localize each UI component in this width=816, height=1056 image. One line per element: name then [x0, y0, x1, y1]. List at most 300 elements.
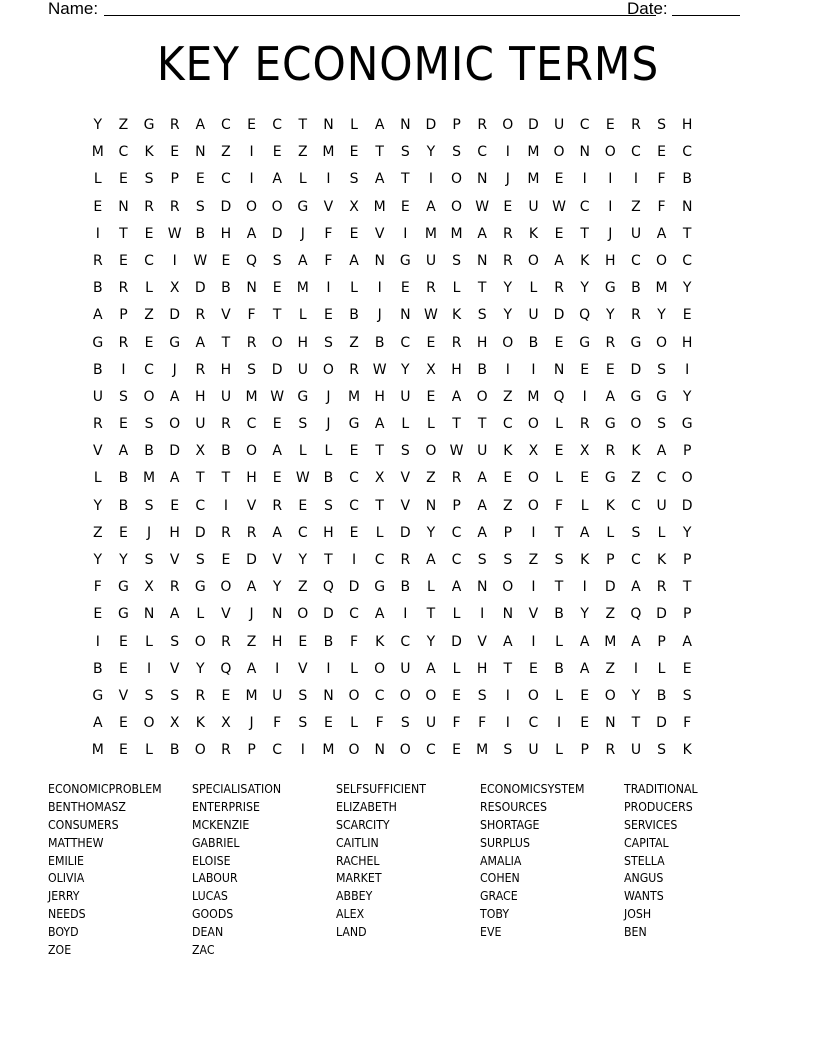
grid-letter[interactable]: X — [579, 443, 590, 460]
grid-letter[interactable]: U — [630, 742, 642, 759]
grid-letter[interactable]: E — [272, 470, 282, 487]
grid-letter[interactable]: I — [146, 660, 152, 677]
grid-letter[interactable]: G — [579, 334, 591, 351]
grid-letter[interactable]: S — [118, 388, 128, 405]
grid-letter[interactable]: D — [681, 497, 693, 514]
grid-letter[interactable]: E — [682, 307, 692, 324]
grid-letter[interactable]: S — [170, 687, 180, 704]
grid-letter[interactable]: W — [372, 361, 387, 378]
grid-letter[interactable]: A — [426, 552, 436, 568]
grid-letter[interactable]: F — [247, 307, 256, 324]
grid-letter[interactable]: D — [246, 552, 257, 568]
grid-letter[interactable]: E — [144, 334, 154, 351]
grid-letter[interactable]: C — [374, 552, 385, 568]
grid-letter[interactable]: B — [195, 225, 206, 242]
grid-letter[interactable]: A — [272, 524, 282, 541]
grid-letter[interactable]: C — [195, 497, 206, 514]
grid-letter[interactable]: D — [271, 361, 283, 378]
grid-letter[interactable]: I — [505, 361, 510, 378]
grid-letter[interactable]: P — [452, 117, 461, 133]
grid-letter[interactable]: O — [502, 334, 514, 351]
grid-letter[interactable]: C — [246, 416, 257, 433]
grid-letter[interactable]: T — [221, 470, 231, 487]
grid-letter[interactable]: E — [119, 633, 128, 650]
grid-letter[interactable]: O — [425, 687, 437, 704]
grid-letter[interactable]: R — [195, 687, 206, 704]
grid-letter[interactable]: A — [426, 198, 436, 215]
grid-letter[interactable]: E — [272, 144, 282, 161]
grid-letter[interactable]: O — [425, 443, 437, 460]
grid-letter[interactable]: K — [605, 497, 615, 514]
grid-letter[interactable]: S — [657, 117, 666, 133]
grid-letter[interactable]: S — [195, 552, 205, 568]
grid-letter[interactable]: O — [374, 660, 386, 677]
grid-letter[interactable]: C — [221, 171, 231, 188]
grid-letter[interactable]: L — [529, 280, 538, 297]
grid-letter[interactable]: I — [556, 715, 562, 732]
grid-letter[interactable]: I — [505, 687, 510, 704]
grid-letter[interactable]: O — [297, 606, 309, 623]
grid-letter[interactable]: F — [93, 579, 102, 596]
grid-letter[interactable]: E — [298, 497, 308, 514]
grid-letter[interactable]: I — [403, 606, 408, 623]
grid-letter[interactable]: M — [527, 388, 540, 405]
grid-letter[interactable]: Z — [144, 307, 154, 324]
grid-letter[interactable]: V — [400, 470, 411, 487]
grid-letter[interactable]: Y — [196, 660, 205, 677]
grid-letter[interactable]: M — [527, 144, 540, 161]
grid-letter[interactable]: S — [400, 144, 410, 161]
grid-letter[interactable]: A — [374, 416, 385, 433]
grid-letter[interactable]: I — [480, 606, 485, 623]
grid-letter[interactable]: S — [144, 687, 154, 704]
grid-letter[interactable]: E — [272, 416, 282, 433]
grid-letter[interactable]: A — [298, 252, 308, 269]
grid-letter[interactable]: F — [452, 715, 461, 732]
grid-letter[interactable]: U — [425, 252, 437, 269]
grid-letter[interactable]: C — [631, 552, 641, 568]
grid-letter[interactable]: E — [580, 715, 590, 732]
grid-letter[interactable]: L — [555, 633, 563, 650]
grid-letter[interactable]: Y — [682, 524, 692, 541]
grid-letter[interactable]: O — [604, 687, 616, 704]
grid-letter[interactable]: R — [605, 742, 616, 759]
grid-letter[interactable]: E — [349, 443, 359, 460]
grid-letter[interactable]: E — [195, 171, 205, 188]
grid-letter[interactable]: A — [374, 171, 385, 188]
grid-letter[interactable]: E — [580, 687, 590, 704]
grid-letter[interactable]: L — [298, 307, 307, 324]
grid-letter[interactable]: O — [502, 117, 514, 133]
grid-letter[interactable]: G — [630, 388, 642, 405]
grid-letter[interactable]: F — [555, 497, 564, 514]
grid-letter[interactable]: Q — [246, 252, 258, 269]
grid-letter[interactable]: J — [146, 524, 152, 541]
grid-letter[interactable]: O — [322, 361, 334, 378]
grid-letter[interactable]: A — [195, 117, 206, 133]
grid-letter[interactable]: O — [502, 579, 514, 596]
grid-letter[interactable]: Z — [221, 144, 231, 161]
grid-letter[interactable]: E — [221, 252, 231, 269]
grid-letter[interactable]: A — [374, 117, 385, 133]
grid-letter[interactable]: L — [452, 660, 461, 677]
grid-letter[interactable]: S — [272, 252, 282, 269]
grid-letter[interactable]: T — [503, 660, 513, 677]
grid-letter[interactable]: W — [270, 388, 285, 405]
grid-letter[interactable]: Y — [93, 552, 103, 568]
grid-letter[interactable]: M — [245, 388, 258, 405]
grid-letter[interactable]: C — [349, 497, 359, 514]
grid-letter[interactable]: T — [554, 579, 564, 596]
grid-letter[interactable]: S — [323, 497, 333, 514]
grid-letter[interactable]: L — [580, 497, 589, 514]
grid-letter[interactable]: I — [326, 660, 331, 677]
grid-letter[interactable]: L — [350, 715, 358, 732]
grid-letter[interactable]: O — [348, 742, 360, 759]
grid-letter[interactable]: T — [682, 225, 692, 242]
grid-letter[interactable]: W — [475, 198, 490, 215]
grid-letter[interactable]: O — [246, 443, 258, 460]
grid-letter[interactable]: W — [167, 225, 182, 242]
grid-letter[interactable]: J — [326, 388, 331, 405]
grid-letter[interactable]: N — [195, 144, 206, 161]
grid-letter[interactable]: O — [220, 579, 232, 596]
grid-letter[interactable]: A — [374, 606, 385, 623]
grid-letter[interactable]: L — [145, 280, 153, 297]
grid-letter[interactable]: O — [527, 470, 539, 487]
grid-letter[interactable]: I — [633, 660, 638, 677]
grid-letter[interactable]: M — [322, 144, 335, 161]
grid-letter[interactable]: E — [554, 334, 564, 351]
grid-letter[interactable]: L — [555, 470, 563, 487]
grid-letter[interactable]: P — [452, 497, 461, 514]
grid-letter[interactable]: V — [118, 687, 129, 704]
grid-letter[interactable]: I — [531, 361, 536, 378]
grid-letter[interactable]: T — [580, 225, 589, 242]
grid-letter[interactable]: G — [604, 280, 616, 297]
grid-letter[interactable]: R — [221, 633, 231, 650]
grid-letter[interactable]: E — [93, 198, 103, 215]
grid-letter[interactable]: M — [527, 171, 540, 188]
grid-letter[interactable]: W — [552, 198, 566, 215]
grid-letter[interactable]: B — [682, 171, 692, 188]
grid-letter[interactable]: C — [221, 117, 231, 133]
grid-letter[interactable]: I — [172, 252, 177, 269]
grid-letter[interactable]: O — [143, 715, 155, 732]
grid-letter[interactable]: O — [630, 416, 642, 433]
grid-letter[interactable]: O — [527, 497, 539, 514]
grid-letter[interactable]: G — [604, 416, 616, 433]
grid-letter[interactable]: I — [531, 633, 536, 650]
grid-letter[interactable]: L — [427, 579, 435, 596]
grid-letter[interactable]: A — [451, 579, 462, 596]
grid-letter[interactable]: L — [350, 280, 358, 297]
grid-letter[interactable]: E — [93, 606, 103, 623]
grid-letter[interactable]: S — [657, 742, 666, 759]
grid-letter[interactable]: H — [271, 633, 283, 650]
grid-letter[interactable]: B — [477, 361, 487, 378]
grid-letter[interactable]: L — [350, 660, 358, 677]
grid-letter[interactable]: T — [426, 606, 436, 623]
grid-letter[interactable]: B — [349, 307, 359, 324]
grid-letter[interactable]: Z — [605, 660, 616, 677]
grid-letter[interactable]: U — [220, 388, 232, 405]
grid-letter[interactable]: Y — [606, 307, 615, 324]
grid-letter[interactable]: C — [502, 416, 513, 433]
grid-letter[interactable]: V — [246, 497, 257, 514]
grid-letter[interactable]: N — [553, 361, 565, 378]
grid-letter[interactable]: W — [193, 252, 208, 269]
grid-letter[interactable]: B — [93, 660, 103, 677]
grid-letter[interactable]: E — [452, 742, 461, 759]
grid-letter[interactable]: D — [656, 715, 667, 732]
grid-letter[interactable]: D — [348, 579, 360, 596]
grid-letter[interactable]: A — [579, 524, 590, 541]
grid-letter[interactable]: Z — [503, 388, 513, 405]
grid-letter[interactable]: O — [169, 416, 181, 433]
grid-letter[interactable]: H — [195, 388, 206, 405]
grid-letter[interactable]: Q — [322, 579, 334, 596]
grid-letter[interactable]: V — [93, 443, 103, 460]
grid-letter[interactable]: C — [682, 144, 693, 161]
grid-letter[interactable]: S — [144, 416, 154, 433]
grid-letter[interactable]: T — [196, 470, 205, 487]
grid-letter[interactable]: L — [350, 117, 358, 133]
grid-letter[interactable]: R — [195, 307, 206, 324]
grid-letter[interactable]: D — [194, 280, 206, 297]
grid-letter[interactable]: Y — [401, 361, 410, 378]
grid-letter[interactable]: A — [656, 443, 667, 460]
grid-letter[interactable]: U — [528, 742, 539, 759]
grid-letter[interactable]: S — [400, 443, 410, 460]
grid-letter[interactable]: J — [377, 307, 382, 324]
grid-letter[interactable]: Z — [605, 606, 616, 623]
grid-letter[interactable]: Q — [630, 606, 642, 623]
grid-letter[interactable]: L — [93, 470, 102, 487]
grid-letter[interactable]: X — [374, 470, 385, 487]
grid-letter[interactable]: X — [169, 280, 180, 297]
grid-letter[interactable]: H — [297, 334, 309, 351]
grid-letter[interactable]: A — [503, 633, 513, 650]
grid-letter[interactable]: K — [375, 633, 385, 650]
grid-letter[interactable]: Z — [426, 470, 436, 487]
grid-letter[interactable]: B — [221, 443, 231, 460]
grid-letter[interactable]: C — [297, 524, 308, 541]
grid-letter[interactable]: T — [631, 715, 641, 732]
grid-letter[interactable]: R — [502, 225, 513, 242]
grid-letter[interactable]: I — [685, 361, 690, 378]
grid-letter[interactable]: D — [271, 225, 283, 242]
grid-letter[interactable]: Y — [298, 552, 308, 568]
grid-letter[interactable]: G — [604, 470, 616, 487]
grid-letter[interactable]: B — [118, 470, 129, 487]
grid-letter[interactable]: L — [298, 171, 307, 188]
grid-letter[interactable]: V — [298, 660, 308, 677]
grid-letter[interactable]: J — [326, 416, 331, 433]
grid-letter[interactable]: S — [170, 633, 180, 650]
grid-letter[interactable]: R — [92, 416, 103, 433]
grid-letter[interactable]: W — [424, 307, 438, 324]
grid-letter[interactable]: U — [297, 361, 308, 378]
grid-letter[interactable]: C — [451, 552, 462, 568]
grid-letter[interactable]: C — [272, 117, 283, 133]
grid-letter[interactable]: A — [272, 171, 282, 188]
grid-letter[interactable]: W — [295, 470, 310, 487]
grid-letter[interactable]: K — [631, 443, 641, 460]
grid-letter[interactable]: C — [631, 252, 641, 269]
grid-letter[interactable]: D — [194, 524, 206, 541]
grid-letter[interactable]: E — [554, 443, 564, 460]
grid-letter[interactable]: O — [399, 742, 411, 759]
grid-letter[interactable]: R — [451, 334, 462, 351]
grid-letter[interactable]: C — [272, 742, 283, 759]
grid-letter[interactable]: R — [144, 198, 154, 215]
grid-letter[interactable]: A — [554, 252, 564, 269]
grid-letter[interactable]: L — [657, 660, 666, 677]
grid-letter[interactable]: V — [323, 198, 334, 215]
grid-letter[interactable]: G — [169, 334, 181, 351]
grid-letter[interactable]: G — [656, 388, 667, 405]
grid-letter[interactable]: S — [400, 715, 410, 732]
grid-letter[interactable]: A — [477, 225, 487, 242]
grid-letter[interactable]: P — [657, 633, 666, 650]
grid-letter[interactable]: V — [169, 552, 180, 568]
grid-letter[interactable]: X — [195, 443, 206, 460]
grid-letter[interactable]: N — [476, 171, 488, 188]
grid-letter[interactable]: B — [93, 280, 103, 297]
grid-letter[interactable]: U — [195, 416, 206, 433]
grid-letter[interactable]: A — [93, 715, 103, 732]
grid-letter[interactable]: L — [145, 633, 153, 650]
grid-letter[interactable]: R — [656, 579, 667, 596]
grid-letter[interactable]: Y — [119, 552, 128, 568]
grid-letter[interactable]: M — [143, 470, 156, 487]
grid-letter[interactable]: B — [93, 361, 103, 378]
grid-letter[interactable]: Y — [426, 144, 436, 161]
grid-letter[interactable]: P — [503, 524, 513, 541]
grid-letter[interactable]: A — [682, 633, 692, 650]
grid-letter[interactable]: Y — [426, 633, 436, 650]
grid-letter[interactable]: O — [451, 171, 463, 188]
grid-letter[interactable]: K — [144, 144, 154, 161]
grid-letter[interactable]: A — [631, 579, 641, 596]
grid-letter[interactable]: E — [349, 144, 359, 161]
grid-letter[interactable]: H — [246, 470, 257, 487]
grid-letter[interactable]: R — [477, 117, 488, 133]
grid-letter[interactable]: P — [682, 606, 692, 623]
grid-letter[interactable]: I — [121, 361, 126, 378]
grid-letter[interactable]: E — [580, 470, 590, 487]
grid-letter[interactable]: H — [374, 388, 385, 405]
grid-letter[interactable]: P — [119, 307, 128, 324]
grid-letter[interactable]: A — [195, 334, 206, 351]
grid-letter[interactable]: E — [580, 361, 590, 378]
grid-letter[interactable]: R — [246, 334, 257, 351]
grid-letter[interactable]: U — [528, 198, 539, 215]
grid-letter[interactable]: G — [630, 334, 642, 351]
grid-letter[interactable]: V — [221, 606, 231, 623]
grid-letter[interactable]: S — [298, 416, 308, 433]
grid-letter[interactable]: Y — [682, 280, 692, 297]
grid-letter[interactable]: N — [502, 606, 514, 623]
grid-letter[interactable]: R — [631, 307, 641, 324]
grid-letter[interactable]: F — [324, 225, 333, 242]
grid-letter[interactable]: R — [349, 361, 359, 378]
grid-letter[interactable]: R — [426, 280, 436, 297]
grid-letter[interactable]: H — [451, 361, 462, 378]
grid-letter[interactable]: O — [604, 144, 616, 161]
grid-letter[interactable]: L — [555, 687, 563, 704]
grid-letter[interactable]: G — [348, 416, 360, 433]
grid-letter[interactable]: I — [249, 171, 254, 188]
grid-letter[interactable]: A — [93, 307, 103, 324]
grid-letter[interactable]: H — [681, 117, 693, 133]
grid-letter[interactable]: Y — [580, 280, 589, 297]
grid-letter[interactable]: R — [169, 117, 180, 133]
grid-letter[interactable]: G — [92, 334, 104, 351]
grid-letter[interactable]: E — [349, 524, 359, 541]
grid-letter[interactable]: B — [631, 280, 641, 297]
grid-letter[interactable]: C — [400, 334, 411, 351]
grid-letter[interactable]: Z — [118, 117, 129, 133]
grid-letter[interactable]: E — [503, 198, 513, 215]
grid-letter[interactable]: Z — [93, 524, 103, 541]
grid-letter[interactable]: L — [375, 524, 384, 541]
grid-letter[interactable]: I — [95, 633, 100, 650]
grid-letter[interactable]: F — [683, 715, 692, 732]
grid-letter[interactable]: A — [169, 606, 180, 623]
grid-letter[interactable]: E — [119, 660, 128, 677]
grid-letter[interactable]: Q — [220, 660, 232, 677]
grid-letter[interactable]: B — [323, 470, 334, 487]
grid-letter[interactable]: S — [477, 687, 487, 704]
grid-letter[interactable]: N — [271, 606, 283, 623]
grid-letter[interactable]: T — [477, 280, 487, 297]
grid-letter[interactable]: C — [656, 470, 667, 487]
grid-letter[interactable]: R — [169, 198, 180, 215]
grid-letter[interactable]: L — [196, 606, 205, 623]
grid-letter[interactable]: A — [477, 497, 487, 514]
grid-letter[interactable]: Y — [93, 497, 103, 514]
grid-letter[interactable]: A — [477, 524, 487, 541]
grid-letter[interactable]: N — [476, 252, 488, 269]
grid-letter[interactable]: A — [118, 443, 129, 460]
grid-letter[interactable]: O — [656, 334, 668, 351]
grid-letter[interactable]: X — [349, 198, 359, 215]
name-field-line[interactable] — [104, 15, 656, 16]
grid-letter[interactable]: S — [349, 171, 359, 188]
grid-letter[interactable]: M — [450, 225, 463, 242]
grid-letter[interactable]: A — [579, 633, 590, 650]
grid-letter[interactable]: N — [681, 198, 693, 215]
grid-letter[interactable]: X — [144, 579, 154, 596]
grid-letter[interactable]: S — [554, 552, 564, 568]
grid-letter[interactable]: T — [375, 497, 384, 514]
grid-letter[interactable]: D — [323, 606, 334, 623]
grid-letter[interactable]: O — [527, 416, 539, 433]
grid-letter[interactable]: R — [502, 252, 513, 269]
grid-letter[interactable]: A — [272, 443, 282, 460]
grid-letter[interactable]: F — [350, 633, 359, 650]
grid-letter[interactable]: N — [246, 280, 257, 297]
grid-letter[interactable]: R — [631, 117, 641, 133]
grid-letter[interactable]: H — [476, 660, 488, 677]
grid-letter[interactable]: E — [298, 633, 308, 650]
grid-letter[interactable]: S — [503, 742, 513, 759]
grid-letter[interactable]: E — [119, 252, 128, 269]
grid-letter[interactable]: H — [169, 524, 180, 541]
grid-letter[interactable]: E — [554, 171, 564, 188]
